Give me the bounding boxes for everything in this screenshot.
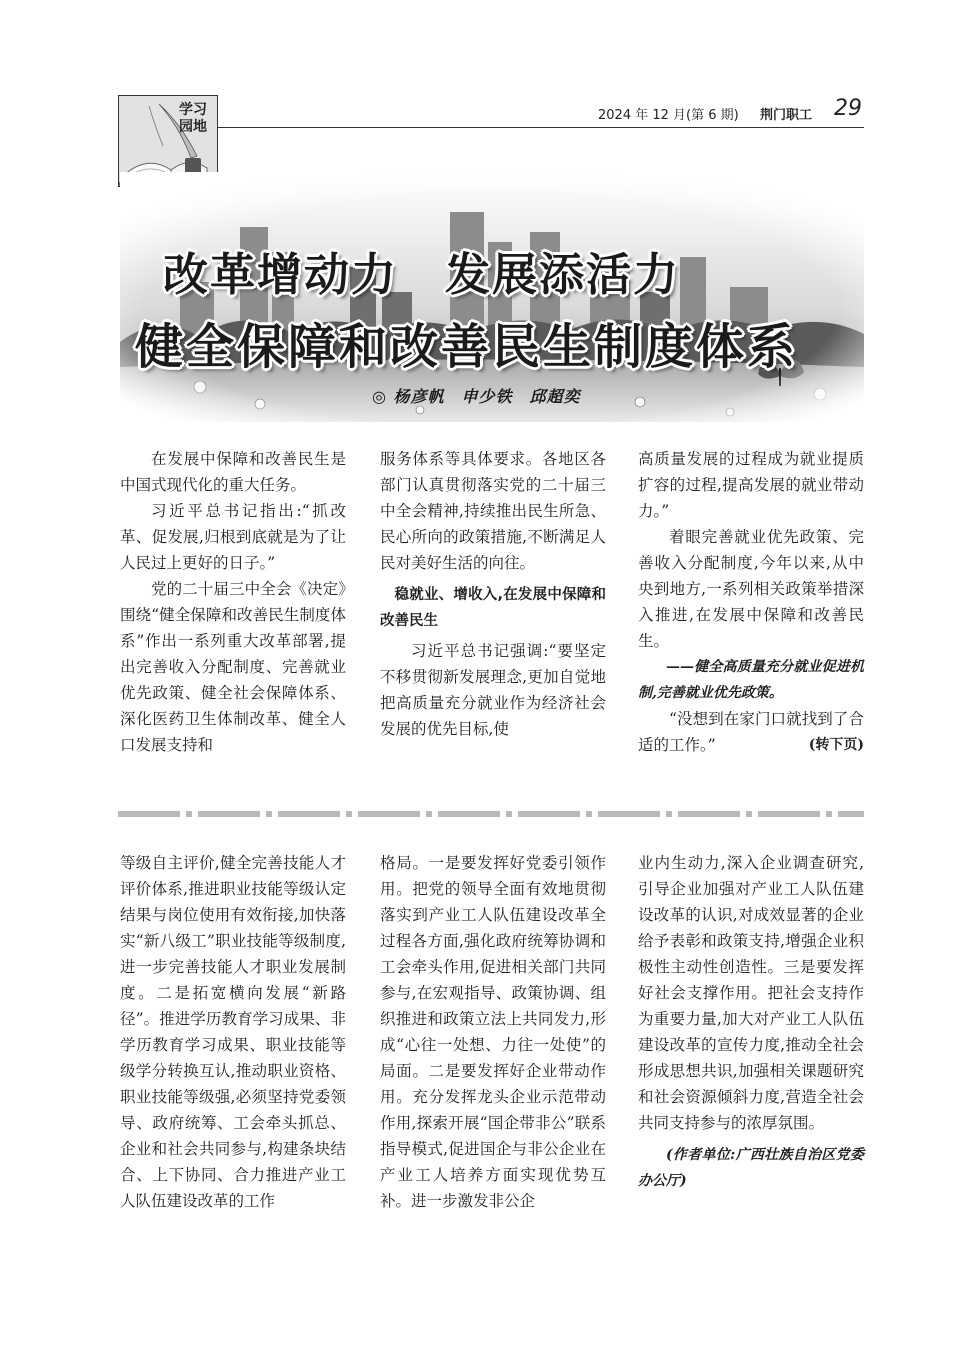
top-column-1 [120,446,346,758]
bottom-column-2 [380,850,606,1214]
issue-date: 2024 年 12 月(第 6 期) [598,108,739,123]
bottom-column-3 [638,850,864,1194]
top-column-3 [638,446,864,758]
paragraph: 高质量发展的过程成为就业提质扩容的过程,提高发展的就业带动力。” [638,450,864,520]
paragraph: 服务体系等具体要求。各地区各部门认真贯彻落实党的二十届三中全会精神,持续推出民生所急、民心所向的政策措施,不断满足人民对美好生活的向往。 [380,450,606,572]
article-authors: ◎ 杨彦帆 申少铁 邱超奕 [372,387,581,406]
paragraph: 业内生动力,深入企业调查研究,引导企业加强对产业工人队伍建设改革的认识,对成效显著的企业给予表彰和政策支持,增强企业积极性主动性创造性。三是要发挥好社会支撑作用。把社会支持作为重要力量,加大对产业工人队伍建设改革的宣传力度,推动全社会形成思想共识,加强相关课题研究和社会资源倾斜力度,营造全社会共同支持参与的浓厚氛围。 [638,854,864,1132]
continue-label: (转下页) [808,737,864,753]
paragraph: 格局。一是要发挥好党委引领作用。把党的领导全面有效地贯彻落实到产业工人队伍建设改革全过程各方面,强化政府统筹协调和工会牵头作用,促进相关部门共同参与,在宏观指导、政策协调、组织推进和政策立法上共同发力,形成“心往一处想、力往一处使”的局面。二是要发挥好企业带动作用。充分发挥龙头企业示范带动作用,探索开展“国企带非公”联系指导模式,促进国企与非公企业在产业工人培养方面实现优势互补。进一步激发非公企 [380,854,606,1210]
quote-line: ——健全高质量充分就业促进机制,完善就业优先政策。 [638,659,864,701]
paragraph: 在发展中保障和改善民生是中国式现代化的重大任务。 [120,450,346,494]
magazine-name: 荆门职工 [760,108,813,123]
page-number: 29 [834,96,862,121]
paragraph [638,706,864,758]
quote-text: “没想到在家门口就找到了合适的工作。” [638,710,864,754]
bottom-column-1 [120,850,346,1214]
paragraph: 着眼完善就业优先政策、完善收入分配制度,今年以来,从中央到地方,一系列相关政策举措深入推进,在发展中保障和改善民生。 [638,528,864,650]
paragraph: 习近平总书记指出:“抓改革、促发展,归根到底就是为了让人民过上更好的日子。” [120,502,346,572]
article-title-line2: 健全保障和改善民生制度体系 [135,319,799,375]
section-subheading: 稳就业、增收入,在发展中保障和改善民生 [380,587,606,629]
article-title-line1: 改革增动力 发展添活力 [163,248,681,301]
section-divider [118,811,864,817]
paragraph: 习近平总书记强调:“要坚定不移贯彻新发展理念,更加自觉地把高质量充分就业作为经济社会发展的优先目标,使 [380,642,606,738]
author-affiliation: (作者单位:广西壮族自治区党委办公厅) [638,1147,864,1189]
section-label: 学习 园地 [179,102,207,135]
paragraph: 党的二十届三中全会《决定》围绕“健全保障和改善民生制度体系”作出一系列重大改革部署,提出完善收入分配制度、完善就业优先政策、健全社会保障体系、深化医药卫生体制改革、健全人口发展支持和 [120,580,346,754]
header-rule [218,127,864,128]
top-column-2 [380,446,606,742]
paragraph: 等级自主评价,健全完善技能人才评价体系,推进职业技能等级认定结果与岗位使用有效衔接,加快落实“新八级工”职业技能等级制度,进一步完善技能人才职业发展制度。二是拓宽横向发展“新路径”。推进学历教育学习成果、非学历教育学习成果、职业技能等级学分转换互认,推动职业资格、职业技能等级强,必须坚持党委领导、政府统筹、工会牵头抓总、企业和社会共同参与,构建条块结合、上下协同、合力推进产业工人队伍建设改革的工作 [120,854,346,1210]
